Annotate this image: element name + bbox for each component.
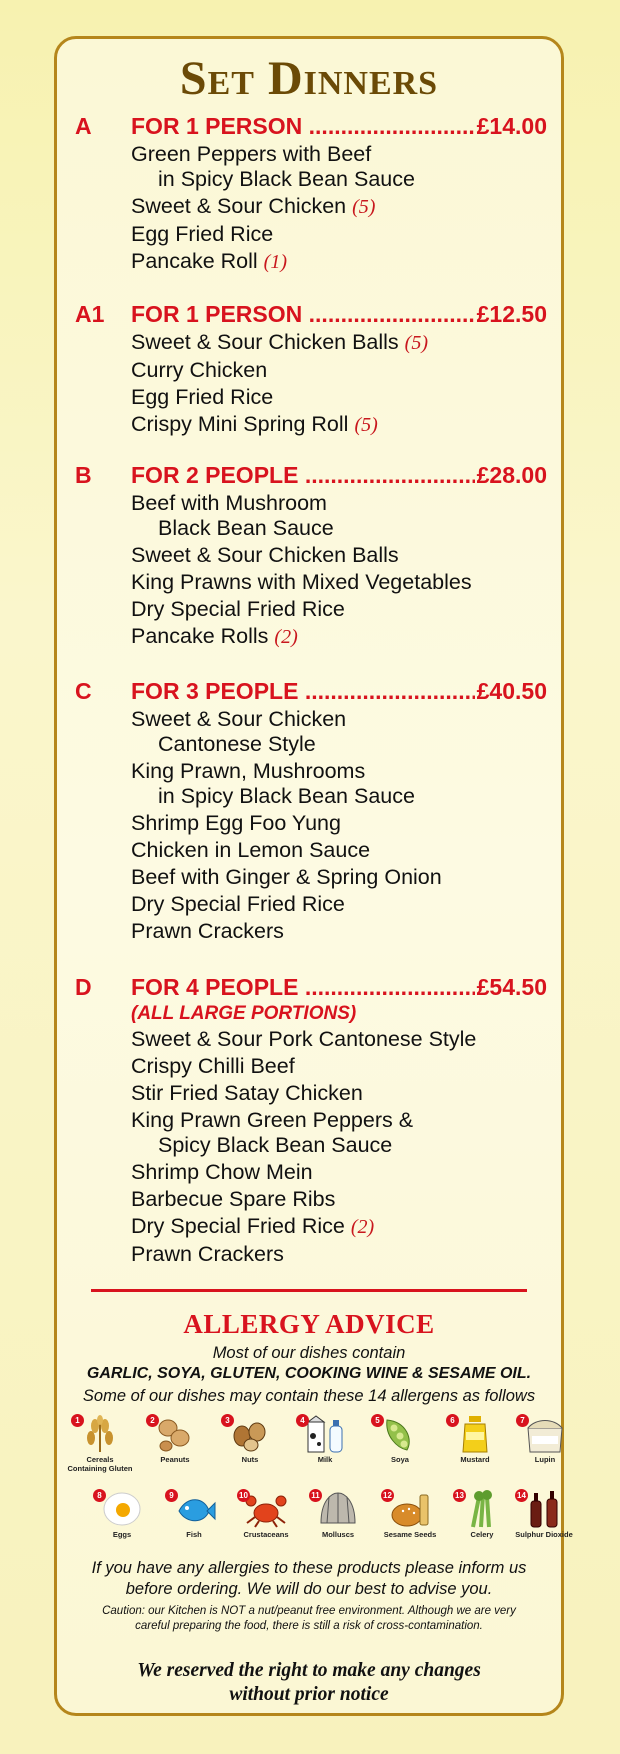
dish-name: King Prawn, Mushrooms — [131, 759, 366, 783]
allergen-soya — [367, 1414, 433, 1464]
divider — [91, 1289, 527, 1292]
set-letter: A1 — [75, 301, 105, 327]
allergen-badge: 9 — [165, 1489, 178, 1502]
allergen-badge: 3 — [221, 1414, 234, 1427]
dish-item — [131, 892, 547, 917]
allergen-molluscs — [305, 1489, 371, 1539]
dish-item — [131, 142, 547, 192]
dish-name: Sweet & Sour Chicken Balls — [131, 330, 399, 354]
allergen-peanuts — [142, 1414, 208, 1464]
allergen-badge: 8 — [93, 1489, 106, 1502]
dish-name: Egg Fried Rice — [131, 385, 274, 409]
dish-item — [131, 865, 547, 890]
dish-name: Shrimp Egg Foo Yung — [131, 811, 341, 835]
allergen-badge: 10 — [237, 1489, 250, 1502]
dish-item — [131, 838, 547, 863]
allergen-mustard — [442, 1414, 508, 1464]
allergen-label: Milk — [317, 1455, 333, 1464]
dish-item — [131, 811, 547, 836]
set-letter: D — [75, 974, 92, 1000]
allergen-label: Celery — [470, 1530, 494, 1539]
allergen-badge: 1 — [71, 1414, 84, 1427]
allergen-badge: 2 — [146, 1414, 159, 1427]
set-header — [75, 301, 547, 328]
dish-item — [131, 1160, 547, 1185]
dish-name: Prawn Crackers — [131, 1242, 284, 1266]
allergen-badge: 14 — [515, 1489, 528, 1502]
allergen-milk — [292, 1414, 358, 1464]
dish-item — [131, 491, 547, 541]
dish-name: Sweet & Sour Chicken Balls — [131, 543, 399, 567]
set-price: £40.50 — [476, 678, 547, 704]
dish-name: Sweet & Sour Pork Cantonese Style — [131, 1027, 477, 1051]
dish-name: Pancake Rolls — [131, 624, 269, 648]
allergen-badge: 13 — [453, 1489, 466, 1502]
allergen-lupin — [512, 1414, 578, 1464]
set-header — [75, 678, 547, 705]
allergen-badge: 5 — [371, 1414, 384, 1427]
dish-item — [131, 624, 547, 650]
allergen-label: Molluscs — [321, 1530, 355, 1539]
dish-item — [131, 412, 547, 438]
dish-name: Barbecue Spare Ribs — [131, 1187, 336, 1211]
dish-item — [131, 919, 547, 944]
set-letter: A — [75, 113, 92, 139]
allergen-label: Cereals Containing Gluten — [67, 1455, 133, 1473]
dish-item — [131, 1187, 547, 1212]
set-price: £12.50 — [476, 301, 547, 327]
closing-line-1: We reserved the right to make any changes — [137, 1660, 481, 1681]
dish-name: Pancake Roll — [131, 249, 258, 273]
allergen-badge: 11 — [309, 1489, 322, 1502]
dish-item — [131, 222, 547, 247]
dish-item — [131, 358, 547, 383]
allergen-label: Peanuts — [160, 1455, 190, 1464]
set-header — [75, 974, 547, 1001]
allergen-fish — [161, 1489, 227, 1539]
dish-name: Sweet & Sour Chicken — [131, 194, 347, 218]
allergen-crustaceans — [233, 1489, 299, 1539]
allergen-cereals-containing-gluten — [67, 1414, 133, 1473]
allergen-number: (2) — [350, 1216, 375, 1238]
allergen-nuts — [217, 1414, 283, 1464]
dish-item — [131, 194, 547, 220]
dish-name: Sweet & Sour Chicken — [131, 707, 347, 731]
dish-name: Dry Special Fried Rice — [131, 597, 345, 621]
dish-name: Beef with Mushroom — [131, 491, 327, 515]
closing-note — [57, 1659, 561, 1707]
allergen-celery — [449, 1489, 515, 1539]
allergy-title: ALLERGY ADVICE — [183, 1309, 435, 1339]
dish-item — [131, 385, 547, 410]
set-header — [75, 462, 547, 489]
allergen-number: (5) — [352, 196, 376, 218]
allergen-sulphur-dioxide — [511, 1489, 577, 1539]
caution-line-2: careful preparing the food, there is still a risk of cross-contamination. — [135, 1620, 483, 1632]
allergen-badge: 4 — [296, 1414, 309, 1427]
allergen-number: (2) — [274, 626, 298, 648]
dish-item — [131, 1214, 547, 1240]
set-label: FOR 4 PEOPLE ..... — [131, 974, 475, 1001]
allergen-badge: 6 — [446, 1414, 459, 1427]
dish-name: Prawn Crackers — [131, 919, 284, 943]
allergen-label: Lupin — [534, 1455, 556, 1464]
inform-line-1: If you have any allergies to these products please inform us — [91, 1559, 527, 1577]
dish-name-continued: Black Bean Sauce — [158, 516, 334, 540]
allergen-label: Fish — [186, 1530, 202, 1539]
set-label: FOR 2 PEOPLE ..... — [131, 462, 475, 489]
allergy-line-2: GARLIC, SOYA, GLUTEN, COOKING WINE & SESAME OIL. — [86, 1365, 532, 1382]
set-a1 — [75, 301, 547, 438]
set-letter: B — [75, 462, 92, 488]
dish-item — [131, 249, 547, 275]
set-d — [75, 974, 547, 1267]
allergen-label: Mustard — [460, 1455, 490, 1464]
dish-item — [131, 330, 547, 356]
allergen-number: (5) — [404, 332, 428, 354]
dish-name: King Prawn Green Peppers & — [131, 1108, 414, 1132]
dish-name-continued: in Spicy Black Bean Sauce — [158, 167, 415, 191]
dish-item — [131, 1081, 547, 1106]
inform-line-2: before ordering. We will do our best to advise you. — [125, 1580, 493, 1598]
allergen-badge: 12 — [381, 1489, 394, 1502]
allergen-label: Eggs — [112, 1530, 132, 1539]
allergy-line-1: Most of our dishes contain — [212, 1344, 406, 1362]
dish-name: Curry Chicken — [131, 358, 268, 382]
dish-name-continued: Cantonese Style — [158, 732, 316, 756]
set-label: FOR 1 PERSON ..... — [131, 113, 475, 140]
allergen-label: Crustaceans — [243, 1530, 289, 1539]
allergen-number: (1) — [263, 251, 287, 273]
set-price: £28.00 — [476, 462, 547, 488]
set-letter: C — [75, 678, 92, 704]
dish-item — [131, 543, 547, 568]
set-price: £54.50 — [476, 974, 547, 1000]
allergen-number: (5) — [354, 414, 378, 436]
allergen-label: Nuts — [241, 1455, 259, 1464]
dish-item — [131, 759, 547, 809]
dish-name: Dry Special Fried Rice — [131, 1214, 345, 1238]
dish-name: King Prawns with Mixed Vegetables — [131, 570, 472, 594]
dish-name: Dry Special Fried Rice — [131, 892, 345, 916]
set-label: FOR 1 PERSON ..... — [131, 301, 475, 328]
dish-name: Shrimp Chow Mein — [131, 1160, 313, 1184]
set-header — [75, 113, 547, 140]
dish-name: Crispy Chilli Beef — [131, 1054, 295, 1078]
allergen-label: Sulphur Dioxide — [515, 1530, 573, 1539]
allergy-line-3: Some of our dishes may contain these 14 allergens as follows — [82, 1387, 536, 1405]
allergen-label: Soya — [391, 1455, 409, 1464]
set-a — [75, 113, 547, 275]
dish-item — [131, 1242, 547, 1267]
set-price: £14.00 — [476, 113, 547, 139]
dish-name: Egg Fried Rice — [131, 222, 274, 246]
dish-item — [131, 707, 547, 757]
dish-item — [131, 1108, 547, 1158]
closing-line-2: without prior notice — [229, 1684, 389, 1705]
dish-item — [131, 1054, 547, 1079]
set-c — [75, 678, 547, 944]
dish-item — [131, 570, 547, 595]
set-b — [75, 462, 547, 650]
dish-name-continued: Spicy Black Bean Sauce — [158, 1133, 393, 1157]
dish-name-continued: in Spicy Black Bean Sauce — [158, 784, 415, 808]
dish-item — [131, 597, 547, 622]
dish-name: Stir Fried Satay Chicken — [131, 1081, 363, 1105]
allergen-sesame-seeds — [377, 1489, 443, 1539]
allergen-icons — [67, 1414, 573, 1554]
caution-line-1: Caution: our Kitchen is NOT a nut/peanut free environment. Although we are very — [102, 1605, 516, 1617]
dish-name: Beef with Ginger & Spring Onion — [131, 865, 442, 889]
allergen-badge: 7 — [516, 1414, 529, 1427]
allergen-eggs — [89, 1489, 155, 1539]
dish-name: Chicken in Lemon Sauce — [131, 838, 371, 862]
dish-name: Crispy Mini Spring Roll — [131, 412, 349, 436]
dish-item — [131, 1027, 547, 1052]
menu-panel — [54, 36, 573, 1716]
dish-name: Green Peppers with Beef — [131, 142, 372, 166]
set-label: FOR 3 PEOPLE ..... — [131, 678, 475, 705]
set-note: (ALL LARGE PORTIONS) — [131, 1003, 357, 1024]
page-title: Set Dinners — [179, 52, 439, 105]
allergen-label: Sesame Seeds — [383, 1530, 437, 1539]
